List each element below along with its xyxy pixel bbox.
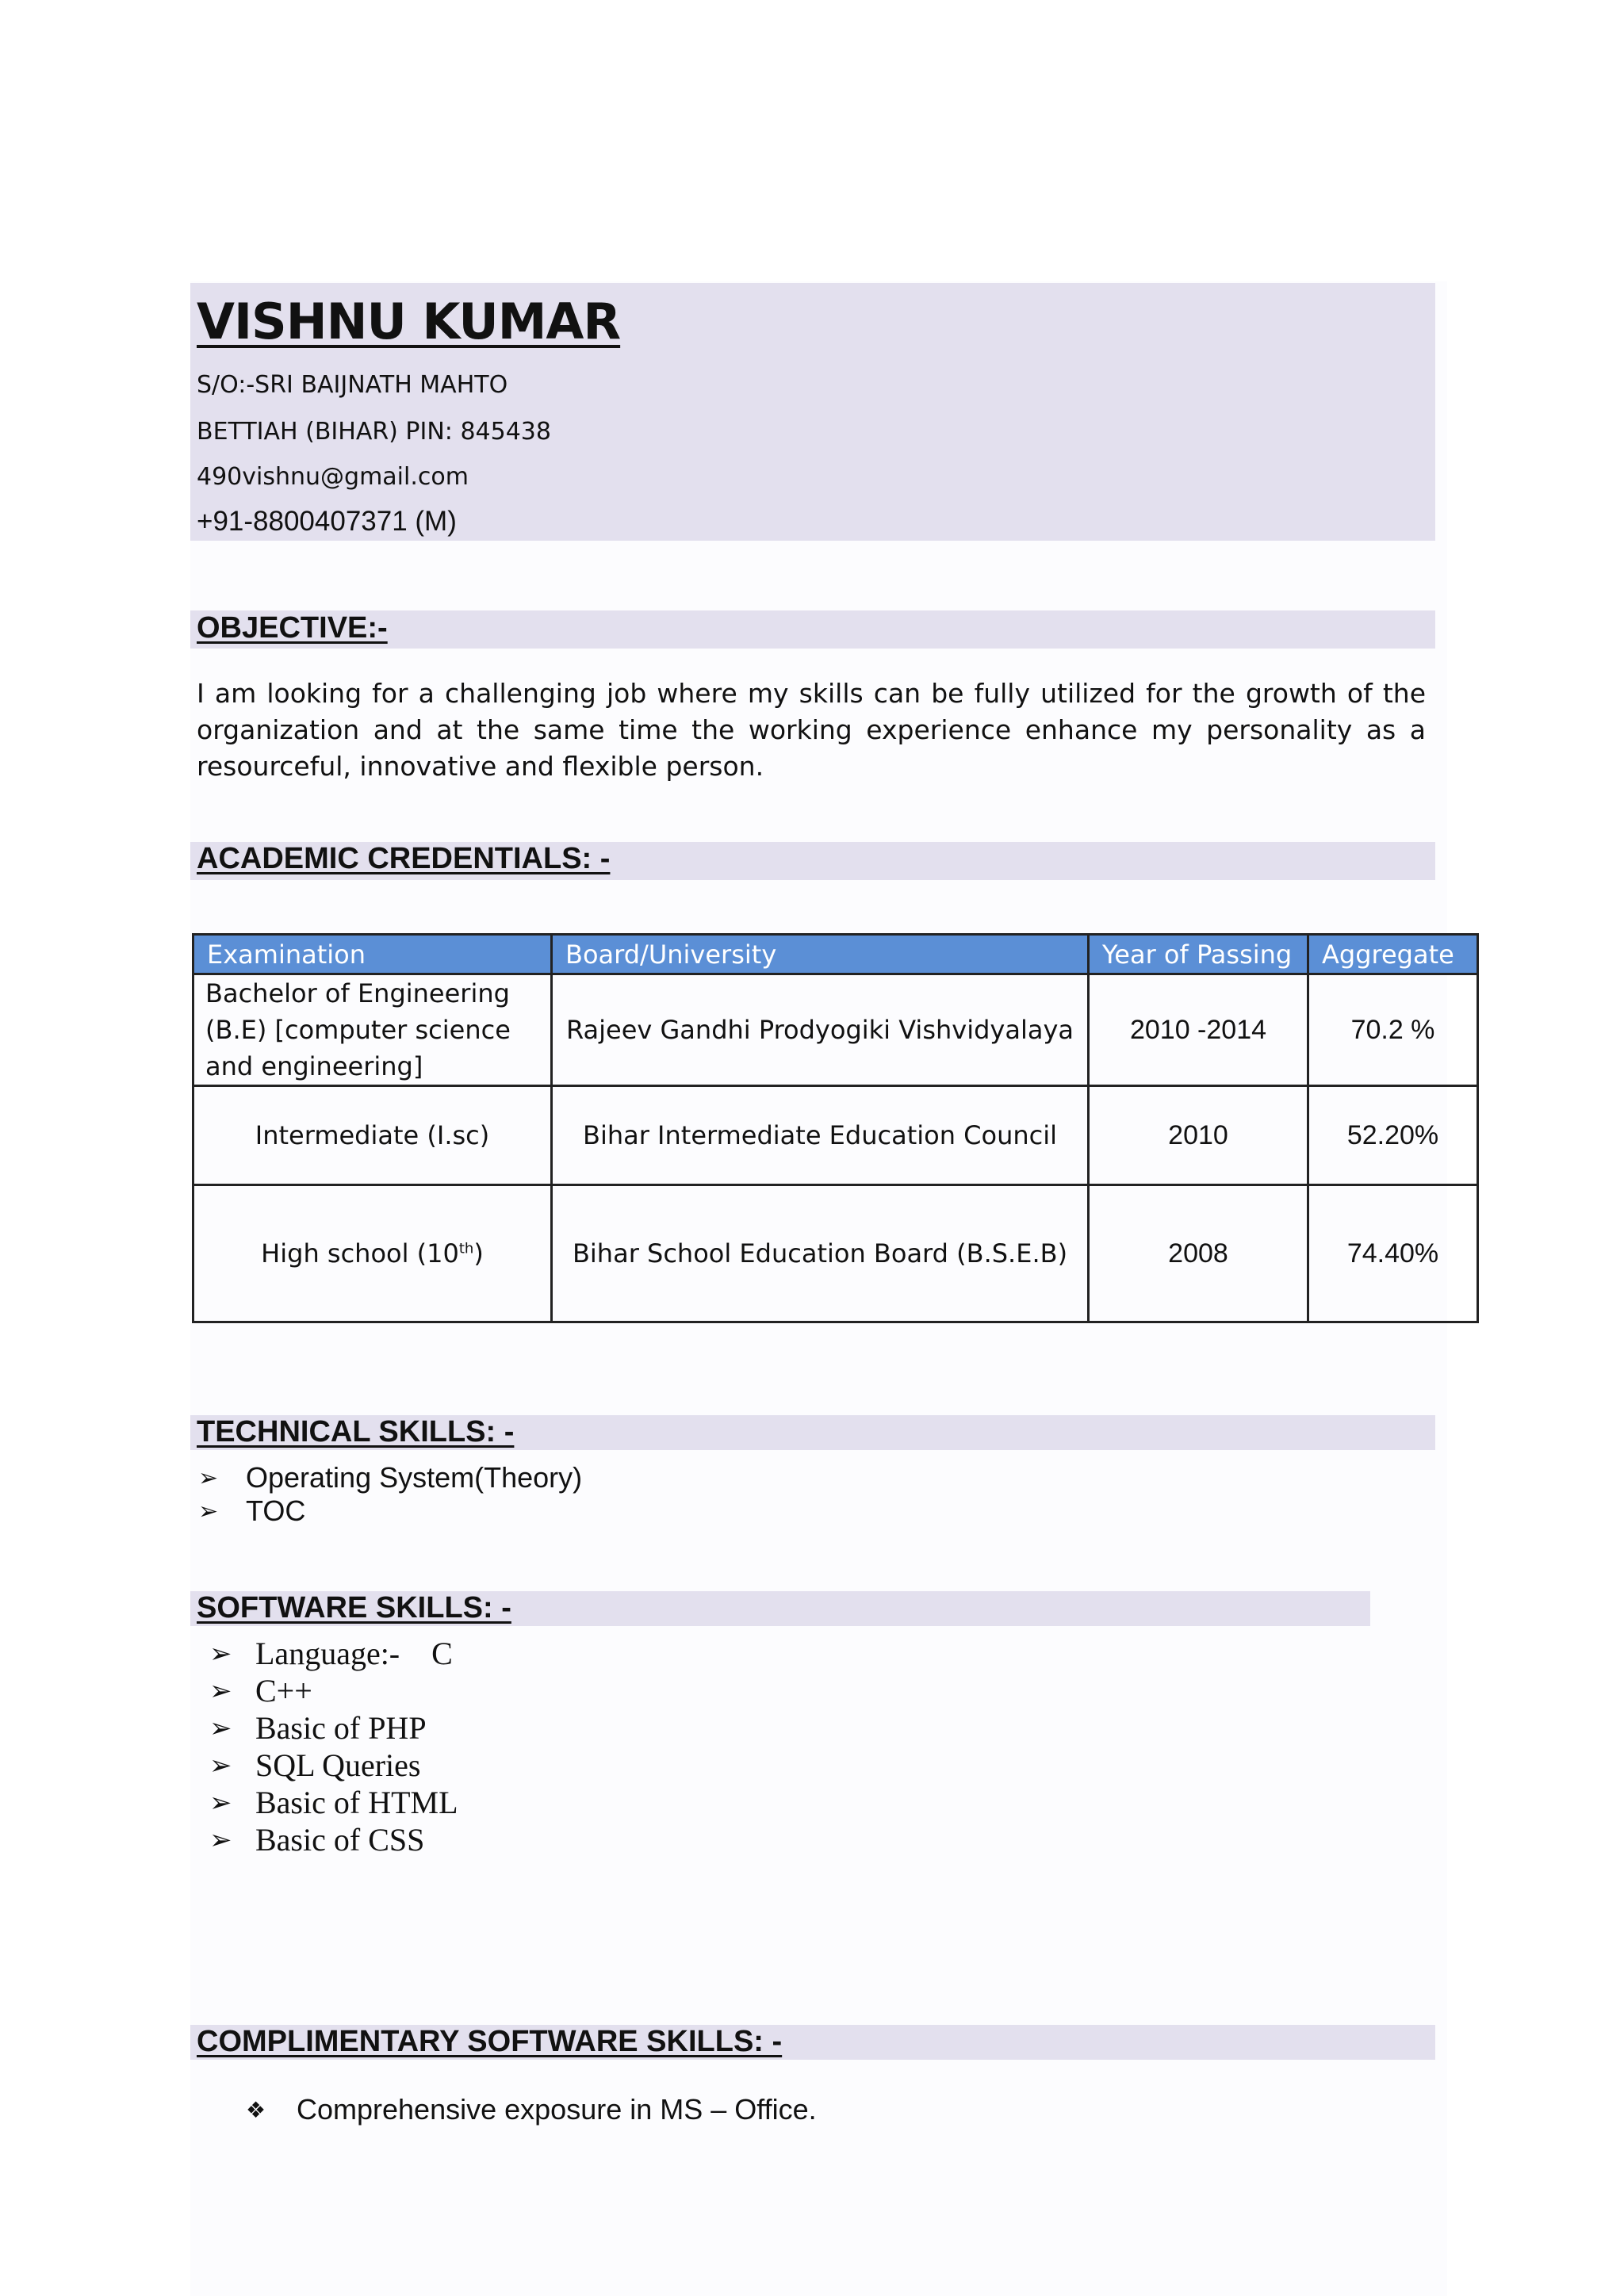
board-cell: Rajeev Gandhi Prodyogiki Vishvidyalaya: [552, 974, 1089, 1086]
column-header: Examination: [193, 935, 552, 974]
arrow-bullet-icon: ➢: [209, 1825, 232, 1855]
exam-text: High school (10: [261, 1238, 459, 1269]
skill-text: Basic of CSS: [255, 1822, 425, 1858]
exam-suffix: ): [473, 1238, 484, 1269]
table-row: [193, 1086, 1478, 1185]
list-item: [198, 1461, 582, 1494]
complimentary-skills-list: [246, 2091, 817, 2128]
academic-table: [192, 933, 1479, 1323]
technical-title: TECHNICAL SKILLS: -: [197, 1415, 515, 1448]
list-item: [209, 1672, 458, 1709]
arrow-bullet-icon: ➢: [209, 1676, 232, 1706]
column-header: Aggregate: [1308, 935, 1478, 974]
year-cell: 2010: [1089, 1086, 1308, 1185]
list-item: [209, 1784, 458, 1821]
skill-text: SQL Queries: [255, 1747, 421, 1783]
software-title: SOFTWARE SKILLS: -: [197, 1591, 511, 1624]
skill-text: Basic of HTML: [255, 1785, 458, 1820]
exam-superscript: th: [458, 1240, 474, 1257]
objective-text: I am looking for a challenging job where my skills can be fully utilized for the growth of the organization and at the same time the working experience enhance my personality as a resourceful, innovative and flexible person.: [197, 678, 1426, 782]
list-item: [209, 1709, 458, 1747]
list-item: [209, 1821, 458, 1858]
aggregate-cell: 52.20%: [1308, 1086, 1478, 1185]
year-cell: 2008: [1089, 1185, 1308, 1322]
skill-text: Operating System(Theory): [246, 1461, 583, 1494]
arrow-bullet-icon: ➢: [209, 1713, 232, 1743]
skill-text: Comprehensive exposure in MS – Office.: [297, 2093, 817, 2126]
table-row: [193, 974, 1478, 1086]
parent-name: S/O:-SRI BAIJNATH MAHTO: [197, 371, 508, 399]
list-item: [198, 1494, 582, 1528]
diamond-bullet-icon: ❖: [246, 2097, 266, 2122]
arrow-bullet-icon: ➢: [198, 1498, 219, 1525]
phone: +91-8800407371 (M): [197, 506, 457, 537]
skill-text: Basic of PHP: [255, 1710, 427, 1746]
year-cell: 2010 -2014: [1089, 974, 1308, 1086]
skill-text: C++: [255, 1673, 312, 1709]
arrow-bullet-icon: ➢: [209, 1639, 232, 1669]
board-cell: Bihar School Education Board (B.S.E.B): [552, 1185, 1089, 1322]
candidate-name: VISHNU KUMAR: [197, 293, 621, 350]
column-header: Year of Passing: [1089, 935, 1308, 974]
list-item: [209, 1747, 458, 1784]
skill-text: Language:- C: [255, 1636, 453, 1671]
technical-skills-list: [198, 1461, 582, 1528]
email: 490vishnu@gmail.com: [197, 463, 469, 491]
exam-cell: Intermediate (I.sc): [193, 1086, 552, 1185]
complimentary-title: COMPLIMENTARY SOFTWARE SKILLS: -: [197, 2025, 783, 2058]
list-item: [246, 2091, 817, 2128]
arrow-bullet-icon: ➢: [209, 1788, 232, 1818]
address: BETTIAH (BIHAR) PIN: 845438: [197, 418, 551, 446]
arrow-bullet-icon: ➢: [209, 1751, 232, 1781]
aggregate-cell: 74.40%: [1308, 1185, 1478, 1322]
list-item: [209, 1635, 458, 1672]
academic-title: ACADEMIC CREDENTIALS: -: [197, 842, 611, 875]
aggregate-cell: 70.2 %: [1308, 974, 1478, 1086]
table-row: [193, 1185, 1478, 1322]
exam-cell: Bachelor of Engineering (B.E) [computer science and engineering]: [193, 974, 552, 1086]
objective-title: OBJECTIVE:-: [197, 611, 388, 645]
table-header-row: [193, 935, 1478, 974]
exam-cell: [193, 1185, 552, 1322]
software-skills-list: [209, 1635, 458, 1858]
skill-text: TOC: [246, 1494, 306, 1527]
column-header: Board/University: [552, 935, 1089, 974]
arrow-bullet-icon: ➢: [198, 1464, 219, 1491]
board-cell: Bihar Intermediate Education Council: [552, 1086, 1089, 1185]
